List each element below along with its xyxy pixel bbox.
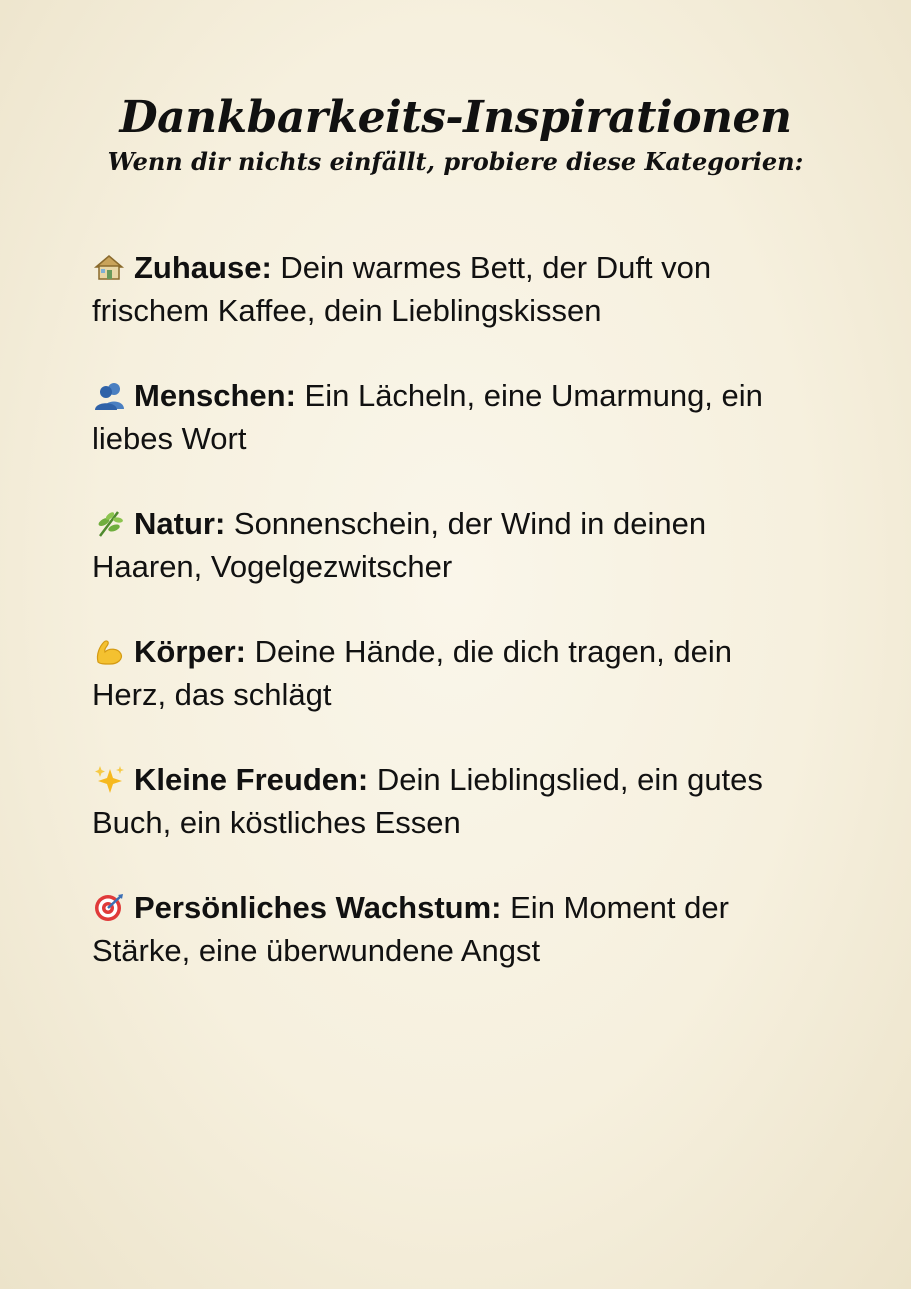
category-text: Sonnenschein, der Wind in deinen Haaren, Vogelgezwitscher (92, 506, 707, 584)
category-label: Menschen: (134, 378, 296, 413)
category-text: Deine Hände, die dich tragen, dein Herz, das schlägt (92, 634, 732, 712)
category-text: Ein Lächeln, eine Umarmung, ein liebes Wort (92, 378, 763, 456)
page-title: Dankbarkeits-Inspirationen (119, 92, 792, 143)
category-text: Ein Moment der Stärke, eine überwundene Angst (92, 890, 729, 968)
page-subtitle: Wenn dir nichts einfällt, probiere diese Kategorien: (107, 147, 804, 176)
category-item-kleine-freuden (92, 758, 812, 844)
category-label: Körper: (134, 634, 246, 669)
target-icon (92, 892, 126, 922)
people-icon (92, 380, 126, 410)
sparkles-icon (92, 764, 126, 794)
category-list (92, 246, 812, 1014)
category-label: Persönliches Wachstum: (134, 890, 502, 925)
category-item-koerper (92, 630, 812, 716)
category-item-zuhause (92, 246, 812, 332)
category-label: Kleine Freuden: (134, 762, 369, 797)
herb-icon (92, 508, 126, 538)
house-icon (92, 252, 126, 282)
category-label: Natur: (134, 506, 226, 541)
category-item-natur (92, 502, 812, 588)
page-header (0, 92, 911, 178)
category-text: Dein Lieblingslied, ein gutes Buch, ein köstliches Essen (92, 762, 763, 840)
category-label: Zuhause: (134, 250, 272, 285)
category-item-persoenliches-wachstum (92, 886, 812, 972)
category-item-menschen (92, 374, 812, 460)
flexed-biceps-icon (92, 636, 126, 666)
category-text: Dein warmes Bett, der Duft von frischem Kaffee, dein Lieblingskissen (92, 250, 712, 328)
